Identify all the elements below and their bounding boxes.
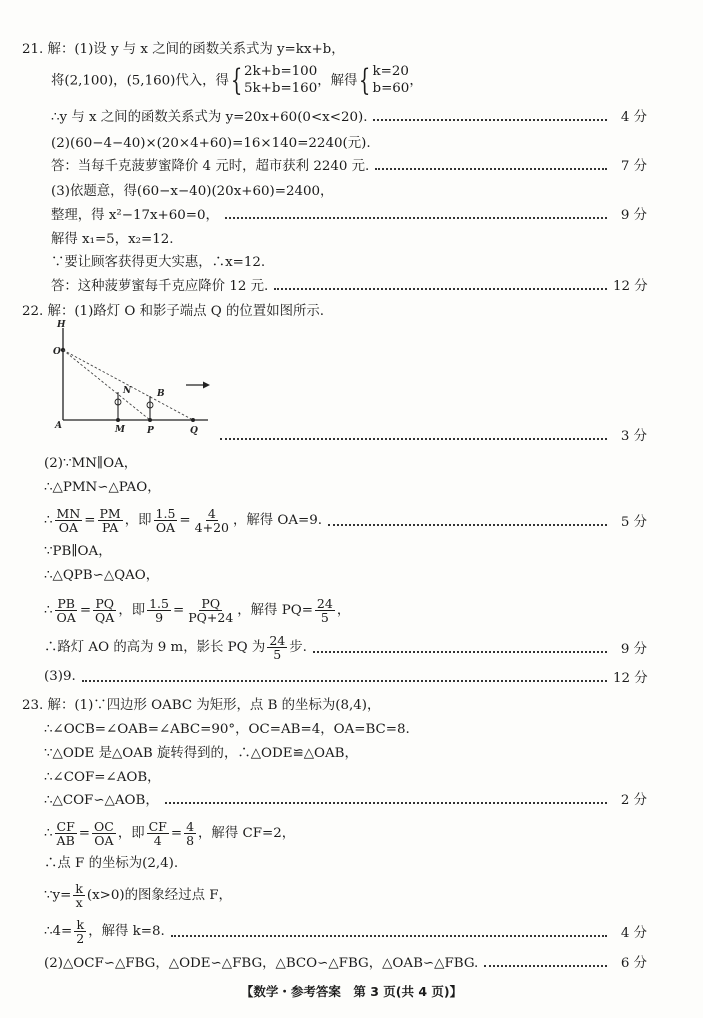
dot-leader xyxy=(375,168,607,170)
dot-leader xyxy=(165,802,607,804)
q23-line-6: ∴ $\frac{CF}{AB}$ = $\frac{OC}{OA}$ ，即 $\frac{CF}{4}$ = $\frac{4}{8}$ ，解得 CF=2， xyxy=(44,819,296,849)
fraction: $\frac{PM}{PA}$ xyxy=(99,506,121,536)
fraction: $\frac{4}{4+20}$ xyxy=(194,506,229,536)
dot-leader xyxy=(220,438,607,440)
arrow-head-icon xyxy=(203,382,210,389)
dot-leader xyxy=(274,288,607,290)
fraction: $\frac{PB}{OA}$ xyxy=(56,596,76,626)
solution-system: { k=20 b=60 xyxy=(359,62,410,98)
score: 9 分 xyxy=(620,642,647,658)
label-b: B xyxy=(157,389,165,399)
q23-line-2: ∴∠OCB=∠OAB=∠ABC=90°，OC=AB=4，OA=BC=8. xyxy=(44,722,410,737)
point-q xyxy=(191,418,195,422)
q22-line-2: (2)∵MN∥OA， xyxy=(44,456,138,471)
score: 4 分 xyxy=(620,110,647,125)
fraction: $\frac{4}{8}$ xyxy=(186,819,195,849)
light-ray-to-q xyxy=(63,350,193,420)
label-a: A xyxy=(55,421,62,431)
equation-system: { 2k+b=100 5k+b=160 xyxy=(230,62,318,98)
q21-line-2: 将(2,100)，(5,160)代入，得 { 2k+b=100 5k+b=160 ，解得 { k=20 b=60 ， xyxy=(51,62,423,98)
label-m: M xyxy=(115,425,125,435)
q21-line-4: (2)(60−4−40)×(20×4+60)=16×140=2240(元). xyxy=(51,136,371,151)
label-h: H xyxy=(57,320,66,330)
fraction: $\frac{MN}{OA}$ xyxy=(56,506,81,536)
q23-line-1: 23. 解：(1)∵四边形 OABC 为矩形，点 B 的坐标为(8,4)， xyxy=(22,698,381,713)
dot-leader xyxy=(328,524,607,526)
label-p: P xyxy=(147,426,154,436)
dot-leader xyxy=(82,680,607,682)
dot-leader xyxy=(313,651,607,653)
light-ray-to-p xyxy=(63,350,150,420)
dot-leader xyxy=(225,217,607,219)
score: 12 分 xyxy=(613,279,648,294)
page-footer: 【数学・参考答案 第 3 页(共 4 页)】 xyxy=(240,984,463,999)
q21-line-8: 解得 x₁=5，x₂=12. xyxy=(51,232,174,247)
q21-line-9: ∵要让顾客获得更大实惠，∴x=12. xyxy=(51,255,266,270)
fraction: $\frac{PQ}{PQ+24}$ xyxy=(188,596,234,626)
q21-line-3: ∴y 与 x 之间的函数关系式为 y=20x+60(0<x<20). 4 分 xyxy=(51,106,647,125)
q23-line-4: ∴∠COF=∠AOB， xyxy=(44,770,161,785)
q23-line-10: (2)△OCF∽△FBG，△ODE∽△FBG，△BCO∽△FBG，△OAB∽△FBG. 6 分 xyxy=(44,952,647,971)
label-o: O xyxy=(53,347,61,357)
score: 12 分 xyxy=(613,671,648,686)
q21-line-7: 整理，得 x²−17x+60=0， 9 分 xyxy=(51,204,647,223)
score: 5 分 xyxy=(620,515,647,531)
score: 4 分 xyxy=(620,926,647,942)
fraction: $\frac{24}{5}$ xyxy=(316,596,333,626)
q22-line-6: ∴△QPB∽△QAO， xyxy=(44,568,160,583)
score: 6 分 xyxy=(620,956,647,971)
fraction: $\frac{1.5}{9}$ xyxy=(149,596,169,626)
fraction: $\frac{24}{5}$ xyxy=(269,633,286,663)
dot-leader xyxy=(484,965,607,967)
q21-line-1: 21. 解：(1)设 y 与 x 之间的函数关系式为 y=kx+b， xyxy=(22,42,345,57)
q21-line-5: 答：当每千克菠萝蜜降价 4 元时，超市获利 2240 元. 7 分 xyxy=(51,155,647,174)
score: 2 分 xyxy=(620,793,647,808)
fraction: $\frac{CF}{4}$ xyxy=(148,819,167,849)
fraction: $\frac{PQ}{QA}$ xyxy=(95,596,115,626)
fraction: $\frac{k}{2}$ xyxy=(76,917,85,947)
left-brace-icon: { xyxy=(359,62,371,98)
q22-line-5: ∵PB∥OA， xyxy=(44,544,112,559)
point-m xyxy=(116,418,120,422)
q23-line-8: ∵y= $\frac{k}{x}$ (x>0)的图象经过点 F， xyxy=(44,881,232,911)
score: 9 分 xyxy=(620,208,647,223)
q22-line-3: ∴△PMN∽△PAO， xyxy=(44,480,161,495)
streetlight-diagram xyxy=(52,316,222,438)
q21-line-10: 答：这种菠萝蜜每千克应降价 12 元. 12 分 xyxy=(51,275,647,294)
dot-leader xyxy=(171,935,607,937)
point-p xyxy=(148,418,152,422)
fraction: $\frac{1.5}{OA}$ xyxy=(155,506,176,536)
q21-line-6: (3)依题意，得(60−x−40)(20x+60)=2400， xyxy=(51,184,334,199)
score: 7 分 xyxy=(620,159,647,174)
dot-leader xyxy=(373,119,607,121)
q22-line-8: ∴路灯 AO 的高为 9 m，影长 PQ 为 $\frac{24}{5}$ 步. 9 分 xyxy=(44,633,647,663)
q22-line-9: (3)9. 12 分 xyxy=(44,669,648,686)
q23-line-9: ∴4= $\frac{k}{2}$ ，解得 k=8. 4 分 xyxy=(44,917,647,947)
label-q: Q xyxy=(190,426,198,436)
fraction: $\frac{CF}{AB}$ xyxy=(56,819,75,849)
q22-line-1: 22. 解：(1)路灯 O 和影子端点 Q 的位置如图所示. xyxy=(22,304,325,319)
q22-figure-score-line xyxy=(214,425,647,444)
q22-line-4: ∴ $\frac{MN}{OA}$ = $\frac{PM}{PA}$ ，即 $\frac{1.5}{OA}$ = $\frac{4}{4+20}$ ，解得 OA=9. 5 分 xyxy=(44,506,647,536)
fraction: $\frac{OC}{OA}$ xyxy=(94,819,114,849)
q23-line-7: ∴点 F 的坐标为(2,4). xyxy=(44,856,179,871)
left-brace-icon: { xyxy=(230,62,243,98)
label-n: N xyxy=(123,386,132,396)
score: 3 分 xyxy=(620,429,647,444)
q23-line-5: ∴△COF∽△AOB， 2 分 xyxy=(44,789,647,808)
fraction: $\frac{k}{x}$ xyxy=(75,881,83,911)
q23-line-3: ∵△ODE 是△OAB 旋转得到的，∴△ODE≌△OAB， xyxy=(44,746,358,761)
q22-line-7: ∴ $\frac{PB}{OA}$ = $\frac{PQ}{QA}$ ，即 $\frac{1.5}{9}$ = $\frac{PQ}{PQ+24}$ ，解得 PQ= $\frac{24}{5}$ ， xyxy=(44,596,351,626)
